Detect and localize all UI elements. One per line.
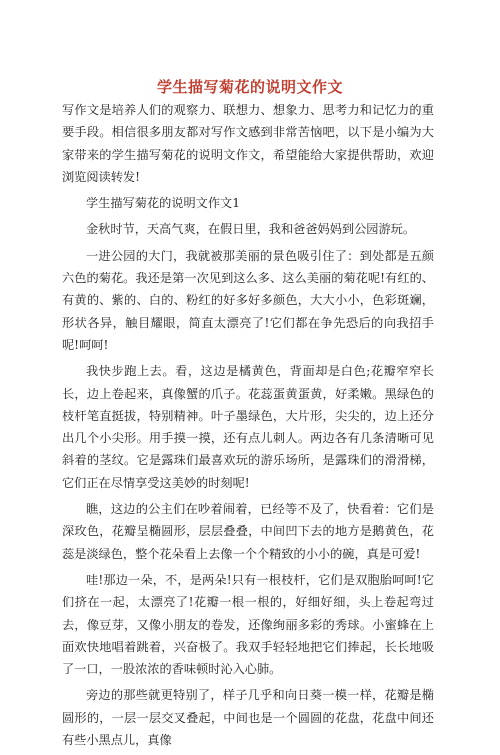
paragraph: 哇!那边一朵，不，是两朵!只有一根枝杆，它们是双胞胎呵呵!它们挤在一起，太漂亮了!花瓣一根一根的，好细好细，头上卷起弯过去，像豆芽，又像小朋友的卷发，还像绚丽多彩的秀球。小蜜蜂在上面欢快地唱着跳着，兴奋极了。我双手轻轻地把它们捧起，长长地吸了一口，一股浓浓的香味顿时沁入心肺。 bbox=[62, 572, 434, 677]
section-heading: 学生描写菊花的说明文作文1 bbox=[86, 196, 241, 211]
paragraph: 瞧，这边的公主们在吵着闹着，已经等不及了，快看着：它们是深玫色，花瓣呈椭圆形，层层叠叠，中间凹下去的地方是鹅黄色，花蕊是淡绿色，整个花朵看上去像一个个精致的小小的碗，真是可爱! bbox=[62, 502, 434, 561]
article-body bbox=[62, 99, 434, 755]
paragraph: 我快步跑上去。看，这边是橘黄色，背面却是白色;花瓣窄窄长长，边上卷起来，真像蟹的爪子。花蕊蛋黄蛋黄，好柔嫩。黑绿色的枝杆笔直挺拔，特别精神。叶子墨绿色，大片形，尖尖的，边上还分出几个小尖形。用手摸一摸，还有点儿刺人。两边各有几条清晰可见斜着的茎纹。它是露珠们最喜欢玩的游乐场所，是露珠们的滑滑梯，它们正在尽情享受这美妙的时刻呢! bbox=[62, 364, 434, 490]
paragraph: 一进公园的大门，我就被那美丽的景色吸引住了：到处都是五颜六色的菊花。我还是第一次见到这么多、这么美丽的菊花呢!有红的、有黄的、紫的、白的、粉红的好多好多颜色，大大小小，色彩斑斓，形状各异，触目耀眼，简直太漂亮了!它们都在争先恐后的向我招手呢!呵呵! bbox=[62, 248, 434, 352]
intro-paragraph: 写作文是培养人们的观察力、联想力、想象力、思考力和记忆力的重要手段。相信很多朋友都对写作文感到非常苦恼吧，以下是小编为大家带来的学生描写菊花的说明文作文，希望能给大家提供帮助，欢迎浏览阅读转发! bbox=[62, 103, 434, 184]
article-title: 学生描写菊花的说明文作文 bbox=[156, 78, 343, 96]
paragraph: 金秋时节，天高气爽，在假日里，我和爸爸妈妈到公园游玩。 bbox=[86, 222, 416, 237]
paragraph: 旁边的那些就更特别了，样子几乎和向日葵一模一样，花瓣是椭圆形的，一层一层交叉叠起，中间也是一个圆圆的花盘，花盘中间还有些小黑点儿，真像 bbox=[62, 688, 434, 748]
